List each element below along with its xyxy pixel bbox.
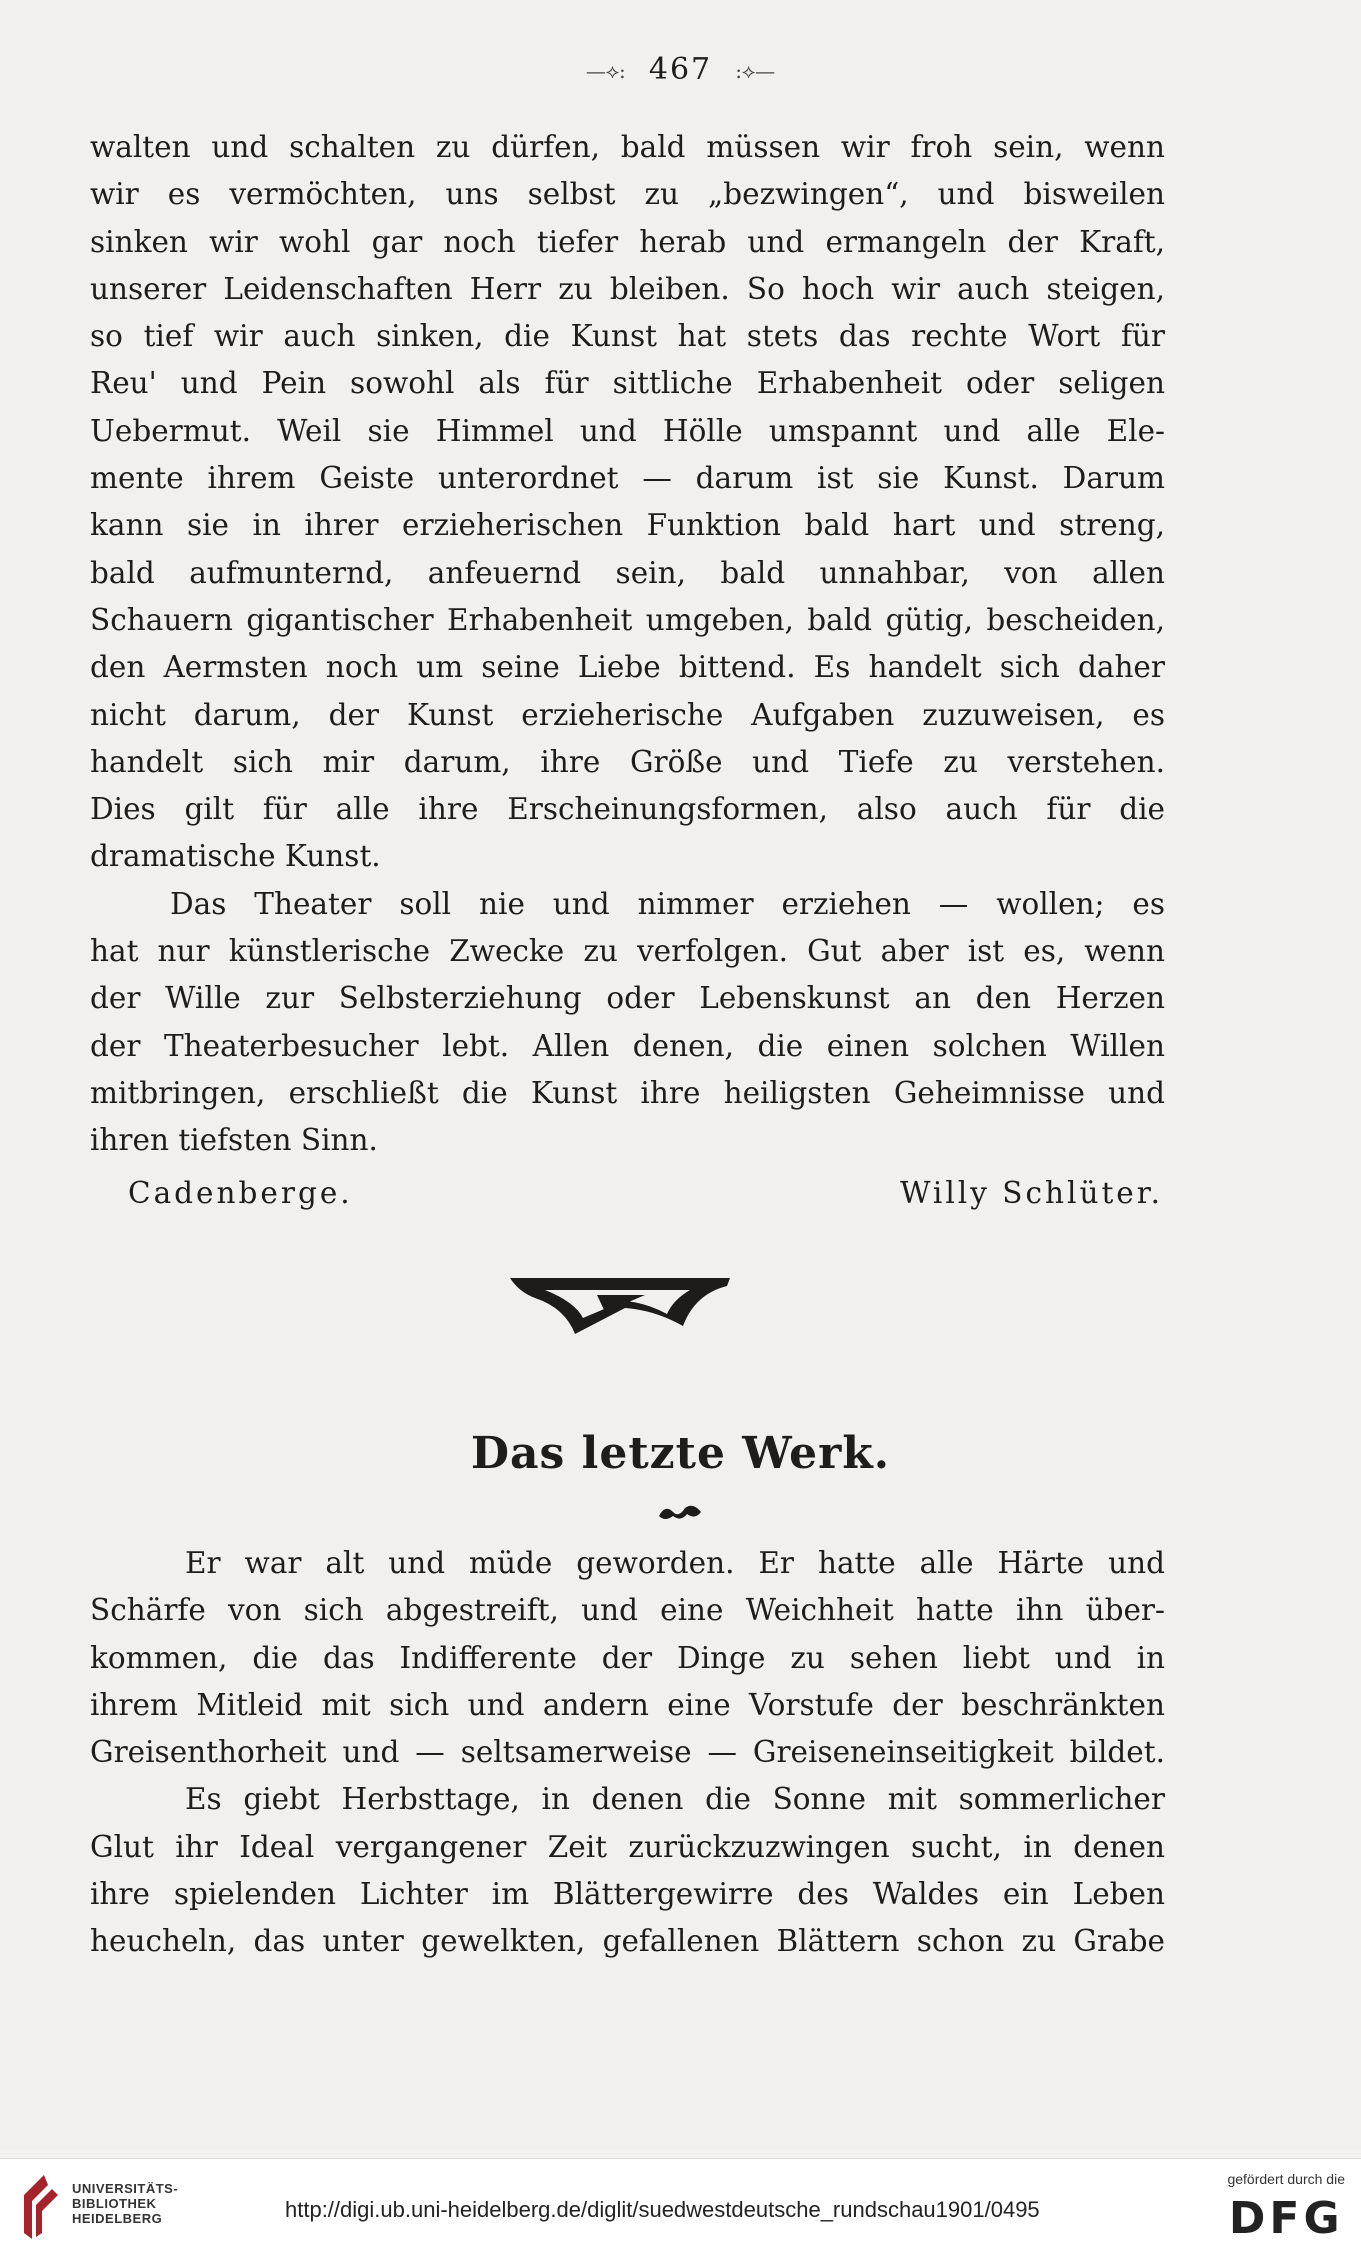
text-line: kann sie in ihrer erzieherischen Funktion bald hart und streng,: [90, 508, 1165, 543]
text-line: bald aufmunternd, anfeuernd sein, bald unnahbar, von allen: [90, 555, 1165, 590]
text-line: den Aermsten noch um seine Liebe bittend. Es handelt sich daher: [90, 650, 1165, 685]
text-line: Greisenthorheit und — seltsamerweise — Greiseneinseitigkeit bildet.: [90, 1735, 1165, 1770]
article-text: [90, 1540, 1165, 1966]
text-line: dramatische Kunst.: [90, 839, 381, 874]
source-url-link[interactable]: http://digi.ub.uni-heidelberg.de/diglit/suedwestdeutsche_rundschau1901/0495: [285, 2197, 1040, 2222]
library-name-line: UNIVERSITÄTS-: [72, 2181, 179, 2196]
digitization-footer: [0, 2158, 1361, 2257]
text-line: Glut ihr Ideal vergangener Zeit zurückzuzwingen sucht, in denen: [90, 1829, 1165, 1864]
text-line: Das Theater soll nie und nimmer erziehen — wollen; es: [170, 886, 1165, 921]
text-line: der Theaterbesucher lebt. Allen denen, die einen solchen Willen: [90, 1028, 1165, 1063]
text-line: ihrem Mitleid mit sich und andern eine Vorstufe der beschränkten: [90, 1687, 1165, 1722]
text-line: der Wille zur Selbsterziehung oder Lebenskunst an den Herzen: [90, 981, 1165, 1016]
funding-note: [1227, 2171, 1345, 2244]
header-ornament-left: —⟡:: [585, 59, 626, 83]
text-line: Es giebt Herbsttage, in denen die Sonne mit sommerlicher: [185, 1782, 1165, 1817]
article-title: Das letzte Werk.: [470, 1428, 891, 1479]
library-name-line: HEIDELBERG: [72, 2211, 163, 2226]
place-name: Cadenberge.: [128, 1176, 353, 1210]
university-logo-icon: [14, 2171, 62, 2241]
text-line: walten und schalten zu dürfen, bald müssen wir froh sein, wenn: [90, 130, 1165, 164]
text-line: Dies gilt für alle ihre Erscheinungsformen, also auch für die: [90, 792, 1165, 827]
text-line: ihre spielenden Lichter im Blättergewirre des Waldes ein Leben: [90, 1877, 1165, 1912]
text-line: ihren tiefsten Sinn.: [90, 1123, 378, 1158]
author-name: Willy Schlüter.: [900, 1176, 1163, 1210]
page-header: [0, 52, 1361, 87]
text-line: Reu' und Pein sowohl als für sittliche Erhabenheit oder seligen: [90, 366, 1165, 401]
text-line: handelt sich mir darum, ihre Größe und Tiefe zu verstehen.: [90, 744, 1165, 779]
dfg-logo: DFG: [1228, 2193, 1344, 2244]
essay-text: [90, 124, 1165, 1165]
text-line: mitbringen, erschließt die Kunst ihre heiligsten Geheimnisse und: [90, 1075, 1165, 1110]
funding-label: gefördert durch die: [1227, 2171, 1345, 2187]
library-name-line: BIBLIOTHEK: [72, 2196, 157, 2211]
page-number: 467: [648, 52, 713, 87]
text-line: heucheln, das unter gewelkten, gefallenen Blättern schon zu Grabe: [90, 1924, 1165, 1959]
text-line: unserer Leidenschaften Herr zu bleiben. So hoch wir auch steigen,: [90, 271, 1165, 306]
text-line: wir es vermöchten, uns selbst zu „bezwingen“, und bisweilen: [90, 177, 1165, 212]
text-line: mente ihrem Geiste unterordnet — darum ist sie Kunst. Darum: [90, 461, 1165, 496]
title-ornament-icon: [655, 1500, 705, 1522]
text-line: so tief wir auch sinken, die Kunst hat stets das rechte Wort für: [90, 319, 1165, 354]
text-line: Schauern gigantischer Erhabenheit umgeben, bald gütig, bescheiden,: [90, 602, 1165, 637]
text-line: Schärfe von sich abgestreift, und eine Weichheit hatte ihn über-: [90, 1593, 1165, 1628]
text-line: Er war alt und müde geworden. Er hatte alle Härte und: [185, 1546, 1165, 1580]
library-name: [72, 2181, 178, 2226]
header-ornament-right: :⟡—: [735, 59, 776, 83]
signature-line: [128, 1176, 1163, 1210]
text-line: nicht darum, der Kunst erzieherische Aufgaben zuzuweisen, es: [90, 697, 1165, 732]
text-line: Uebermut. Weil sie Himmel und Hölle umspannt und alle Ele-: [90, 413, 1165, 448]
text-line: hat nur künstlerische Zwecke zu verfolgen. Gut aber ist es, wenn: [90, 934, 1165, 969]
decorative-divider-icon: [505, 1268, 735, 1343]
text-line: sinken wir wohl gar noch tiefer herab und ermangeln der Kraft,: [90, 224, 1165, 259]
text-line: kommen, die das Indifferente der Dinge zu sehen liebt und in: [90, 1640, 1165, 1675]
